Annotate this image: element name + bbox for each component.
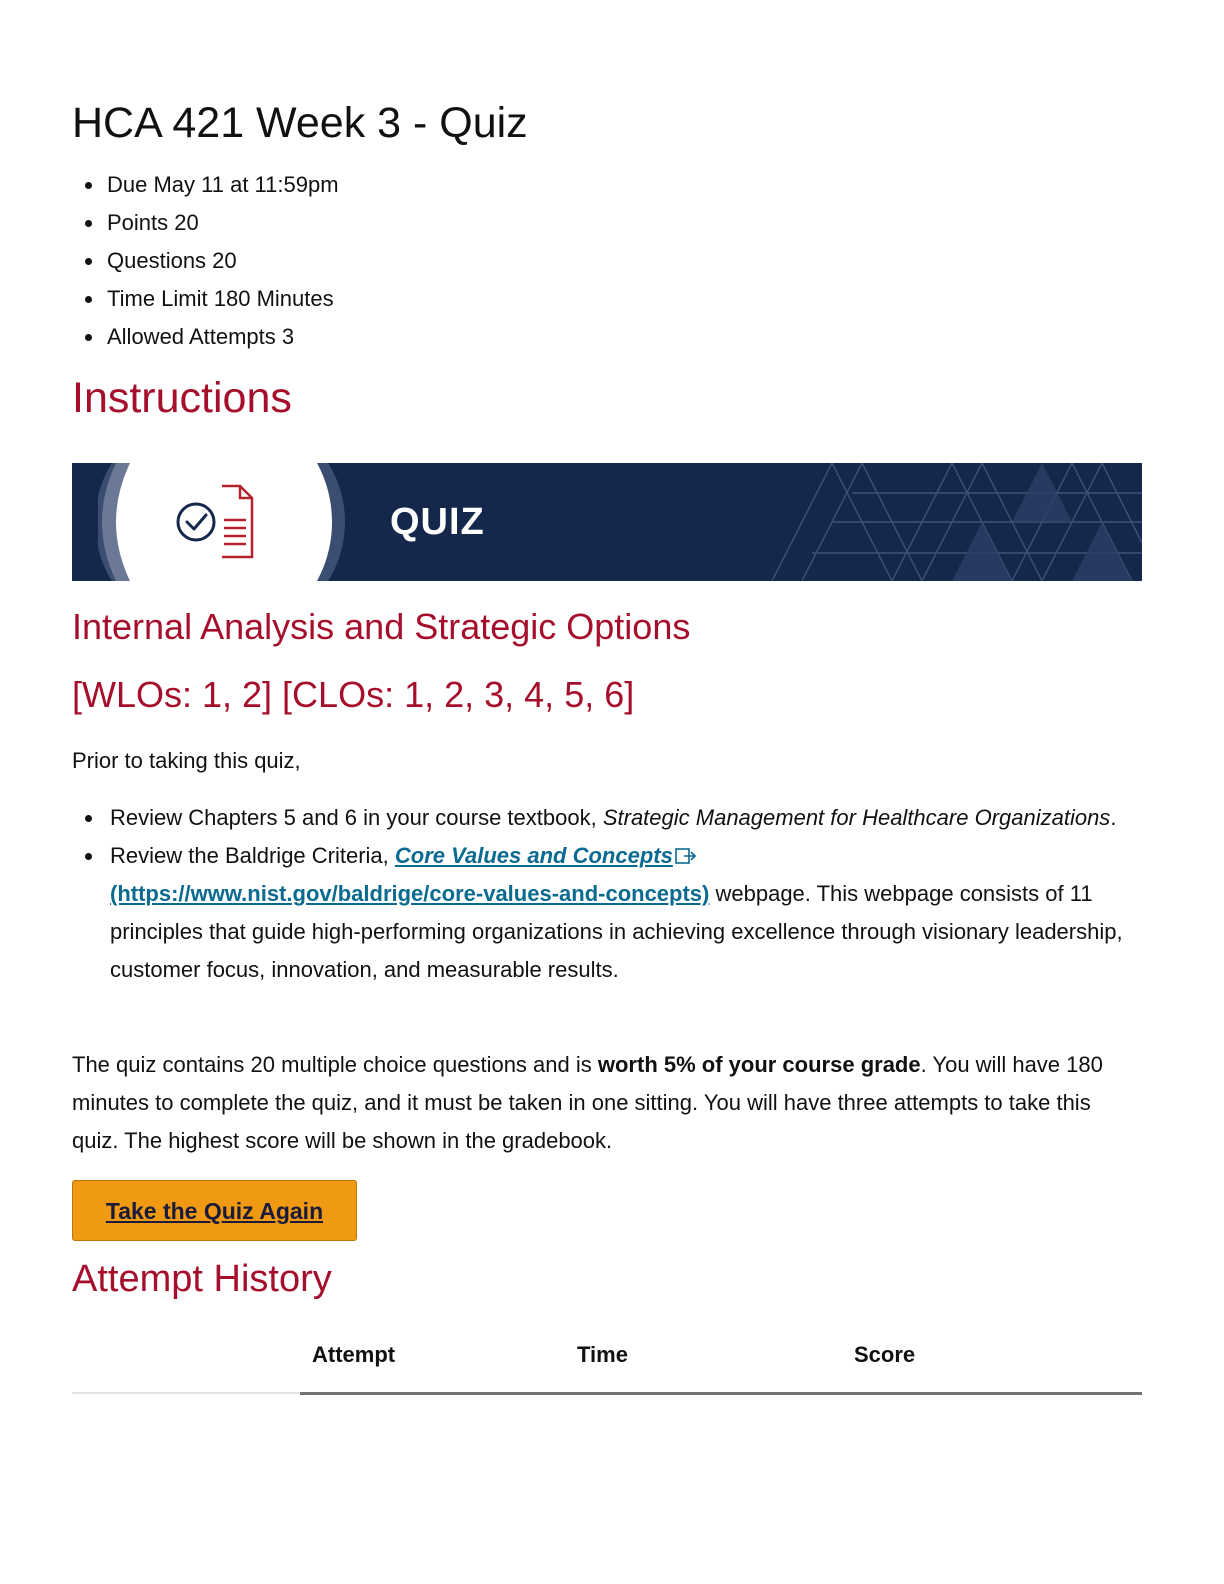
banner-label: QUIZ <box>390 501 485 543</box>
table-header-rule <box>300 1392 1142 1395</box>
column-header-time: Time <box>577 1342 628 1367</box>
bullet-text: Review Chapters 5 and 6 in your course textbook, <box>110 805 603 830</box>
bullet-text: Review the Baldrige Criteria, <box>110 843 395 868</box>
topic-heading: Internal Analysis and Strategic Options <box>72 606 691 647</box>
summary-bold: worth 5% of your course grade <box>597 1052 921 1077</box>
outcomes-heading: [WLOs: 1, 2] [CLOs: 1, 2, 3, 4, 5, 6] <box>72 674 635 715</box>
quiz-details-list <box>72 166 339 356</box>
page-title: HCA 421 Week 3 - Quiz <box>72 99 528 147</box>
points: Points 20 <box>72 204 339 242</box>
time-limit: Time Limit 180 Minutes <box>72 280 339 318</box>
table-divider <box>72 1392 300 1394</box>
attempt-history-heading: Attempt History <box>72 1258 332 1300</box>
questions-count: Questions 20 <box>72 242 339 280</box>
link-url: (https://www.nist.gov/baldrige/core-values-and-concepts) <box>110 881 710 906</box>
list-item <box>72 799 1142 837</box>
bullet-end: . <box>1110 805 1117 830</box>
prep-list <box>72 799 1142 989</box>
column-header-score: Score <box>854 1342 916 1367</box>
due-date: Due May 11 at 11:59pm <box>72 166 339 204</box>
attempt-history-table <box>72 1320 1142 1396</box>
prior-text: Prior to taking this quiz, <box>72 748 301 773</box>
take-quiz-again-button[interactable]: Take the Quiz Again <box>72 1180 357 1241</box>
external-link-icon <box>675 847 697 865</box>
list-item <box>72 837 1142 989</box>
allowed-attempts: Allowed Attempts 3 <box>72 318 339 356</box>
quiz-summary <box>72 1046 1132 1160</box>
link-title: Core Values and Concepts <box>394 843 673 868</box>
textbook-title: Strategic Management for Healthcare Organizations <box>602 805 1111 830</box>
bullet-rest: webpage. This webpage consists of 11 principles that guide high-performing organizations in achieving excellence through visionary leadership, customer focus, innovation, and measurable results. <box>110 881 1123 982</box>
summary-after: . You will have 180 minutes to complete the quiz, and it must be taken in one sitting. You will have three attempts to take this quiz. The highest score will be shown in the gradebook. <box>72 1052 1103 1153</box>
banner-graphic <box>72 463 1142 581</box>
instructions-heading: Instructions <box>72 374 292 422</box>
column-header-attempt: Attempt <box>312 1342 396 1367</box>
summary-before: The quiz contains 20 multiple choice questions and is <box>72 1052 598 1077</box>
quiz-banner <box>72 463 1142 581</box>
